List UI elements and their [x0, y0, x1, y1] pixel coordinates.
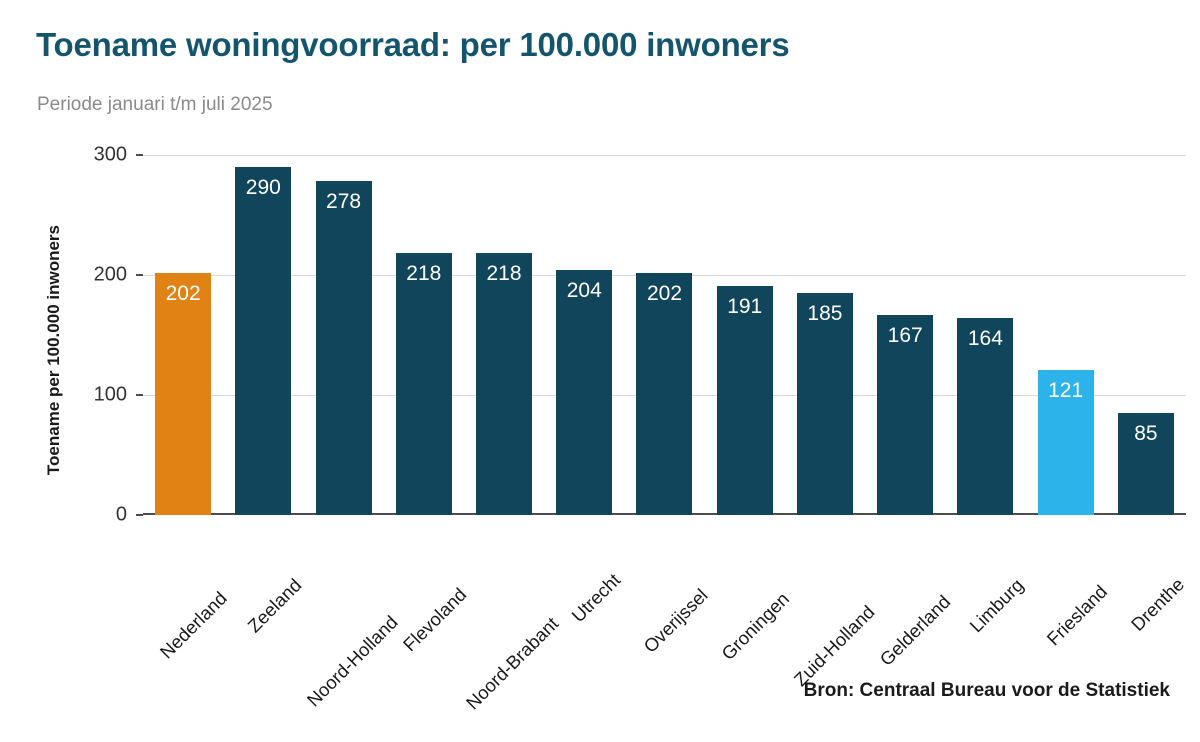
bar[interactable]: [235, 167, 291, 515]
bar[interactable]: [316, 181, 372, 515]
x-tick-label: Noord-Brabant: [461, 612, 563, 714]
bar[interactable]: [155, 273, 211, 515]
y-tick-label: 200: [93, 263, 127, 286]
x-tick-label: Limburg: [965, 574, 1028, 637]
chart-subtitle: Periode januari t/m juli 2025: [37, 94, 273, 115]
bar-slot: [705, 155, 785, 515]
bar[interactable]: [797, 293, 853, 515]
x-tick-label: Groningen: [716, 588, 793, 665]
bar-slot: [223, 155, 303, 515]
y-tick-mark: [136, 274, 143, 276]
bar[interactable]: [636, 273, 692, 515]
bar-slot: [865, 155, 945, 515]
y-tick-label: 100: [93, 383, 127, 406]
x-tick-label: Zuid-Holland: [789, 601, 879, 691]
bar[interactable]: [476, 253, 532, 515]
x-tick-label: Nederland: [155, 587, 231, 663]
plot-area: [143, 155, 1186, 515]
bar-slot: [384, 155, 464, 515]
bar-slot: [1106, 155, 1186, 515]
bar-value-label: 204: [566, 279, 602, 303]
bar[interactable]: [556, 270, 612, 515]
bar-value-label: 191: [727, 294, 763, 318]
x-tick-label: Zeeland: [243, 574, 306, 637]
x-tick-label: Drenthe: [1126, 573, 1189, 635]
y-tick-mark: [136, 514, 143, 516]
source-note: Bron: Centraal Bureau voor de Statistiek: [803, 680, 1170, 701]
y-tick-mark: [136, 154, 143, 156]
bar-value-label: 218: [406, 262, 442, 286]
bar-slot: [143, 155, 223, 515]
bar-series: [143, 155, 1186, 515]
bar-value-label: 164: [967, 327, 1003, 351]
bar-slot: [624, 155, 704, 515]
y-tick-label: 0: [115, 503, 127, 526]
bar-slot: [544, 155, 624, 515]
x-tick-label: Friesland: [1042, 580, 1111, 650]
bar-slot: [1026, 155, 1106, 515]
x-tick-label: Noord-Holland: [302, 611, 402, 711]
y-axis-title: Toename per 100.000 inwoners: [44, 225, 63, 476]
y-tick-label: 300: [93, 143, 127, 166]
bar-slot: [464, 155, 544, 515]
chart-title: Toename woningvoorraad: per 100.000 inwoners: [36, 26, 790, 63]
bar-slot: [303, 155, 383, 515]
x-tick-label: Utrecht: [567, 569, 625, 627]
y-tick-mark: [136, 394, 143, 396]
x-tick-label: Flevoland: [398, 583, 471, 656]
x-tick-label: Gelderland: [875, 591, 955, 670]
bar[interactable]: [396, 253, 452, 515]
bar-slot: [785, 155, 865, 515]
bar-value-label: 121: [1048, 378, 1084, 402]
bar-value-label: 290: [245, 176, 281, 199]
x-tick-label: Overijssel: [638, 584, 712, 657]
bar-value-label: 85: [1134, 422, 1158, 445]
bar-value-label: 202: [646, 281, 683, 305]
bar-value-label: 167: [887, 323, 923, 347]
bar[interactable]: [717, 286, 773, 515]
bar-value-label: 278: [326, 190, 362, 214]
bar-value-label: 218: [486, 262, 522, 286]
bar-value-label: 185: [807, 302, 843, 325]
bar-slot: [945, 155, 1025, 515]
bar-value-label: 202: [165, 281, 201, 305]
